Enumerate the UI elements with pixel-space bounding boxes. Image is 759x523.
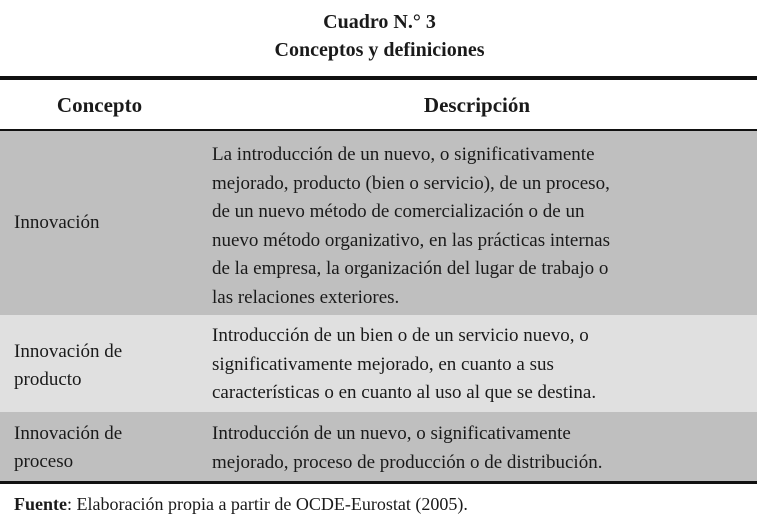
table-row-innovacion-proceso — [0, 412, 757, 481]
concept-cell: Innovación de producto — [14, 341, 123, 390]
description-cell: Introducción de un nuevo, o significativamente mejorado, proceso de producción o de distribución. — [212, 423, 603, 473]
header-concepto: Concepto — [56, 93, 143, 117]
concept-cell: Innovación — [14, 212, 100, 233]
table-row-innovacion — [0, 131, 757, 315]
caption-title: Conceptos y definiciones — [274, 39, 485, 61]
header-descripcion: Descripción — [423, 93, 531, 117]
top-rule — [0, 76, 757, 80]
description-cell: Introducción de un bien o de un servicio nuevo, o significativamente mejorado, en cuanto a sus características o en cuanto al uso al que se destina. — [212, 325, 597, 403]
bottom-rule — [0, 481, 757, 484]
source-label: Fuente — [14, 494, 67, 514]
table-row-innovacion-producto — [0, 315, 757, 412]
description-cell: La introducción de un nuevo, o significativamente mejorado, producto (bien o servicio), de un proceso, de un nuevo método de comercialización o de un nuevo método organizativo, en las prácticas internas de la empresa, la organización del lugar de trabajo o las relaciones exteriores. — [212, 144, 610, 308]
source-text: : Elaboración propia a partir de OCDE-Eurostat (2005). — [67, 494, 468, 514]
concept-cell: Innovación de proceso — [14, 423, 123, 472]
table-caption — [0, 8, 759, 64]
caption-number: Cuadro N.° 3 — [323, 11, 436, 33]
source-note — [14, 492, 468, 516]
